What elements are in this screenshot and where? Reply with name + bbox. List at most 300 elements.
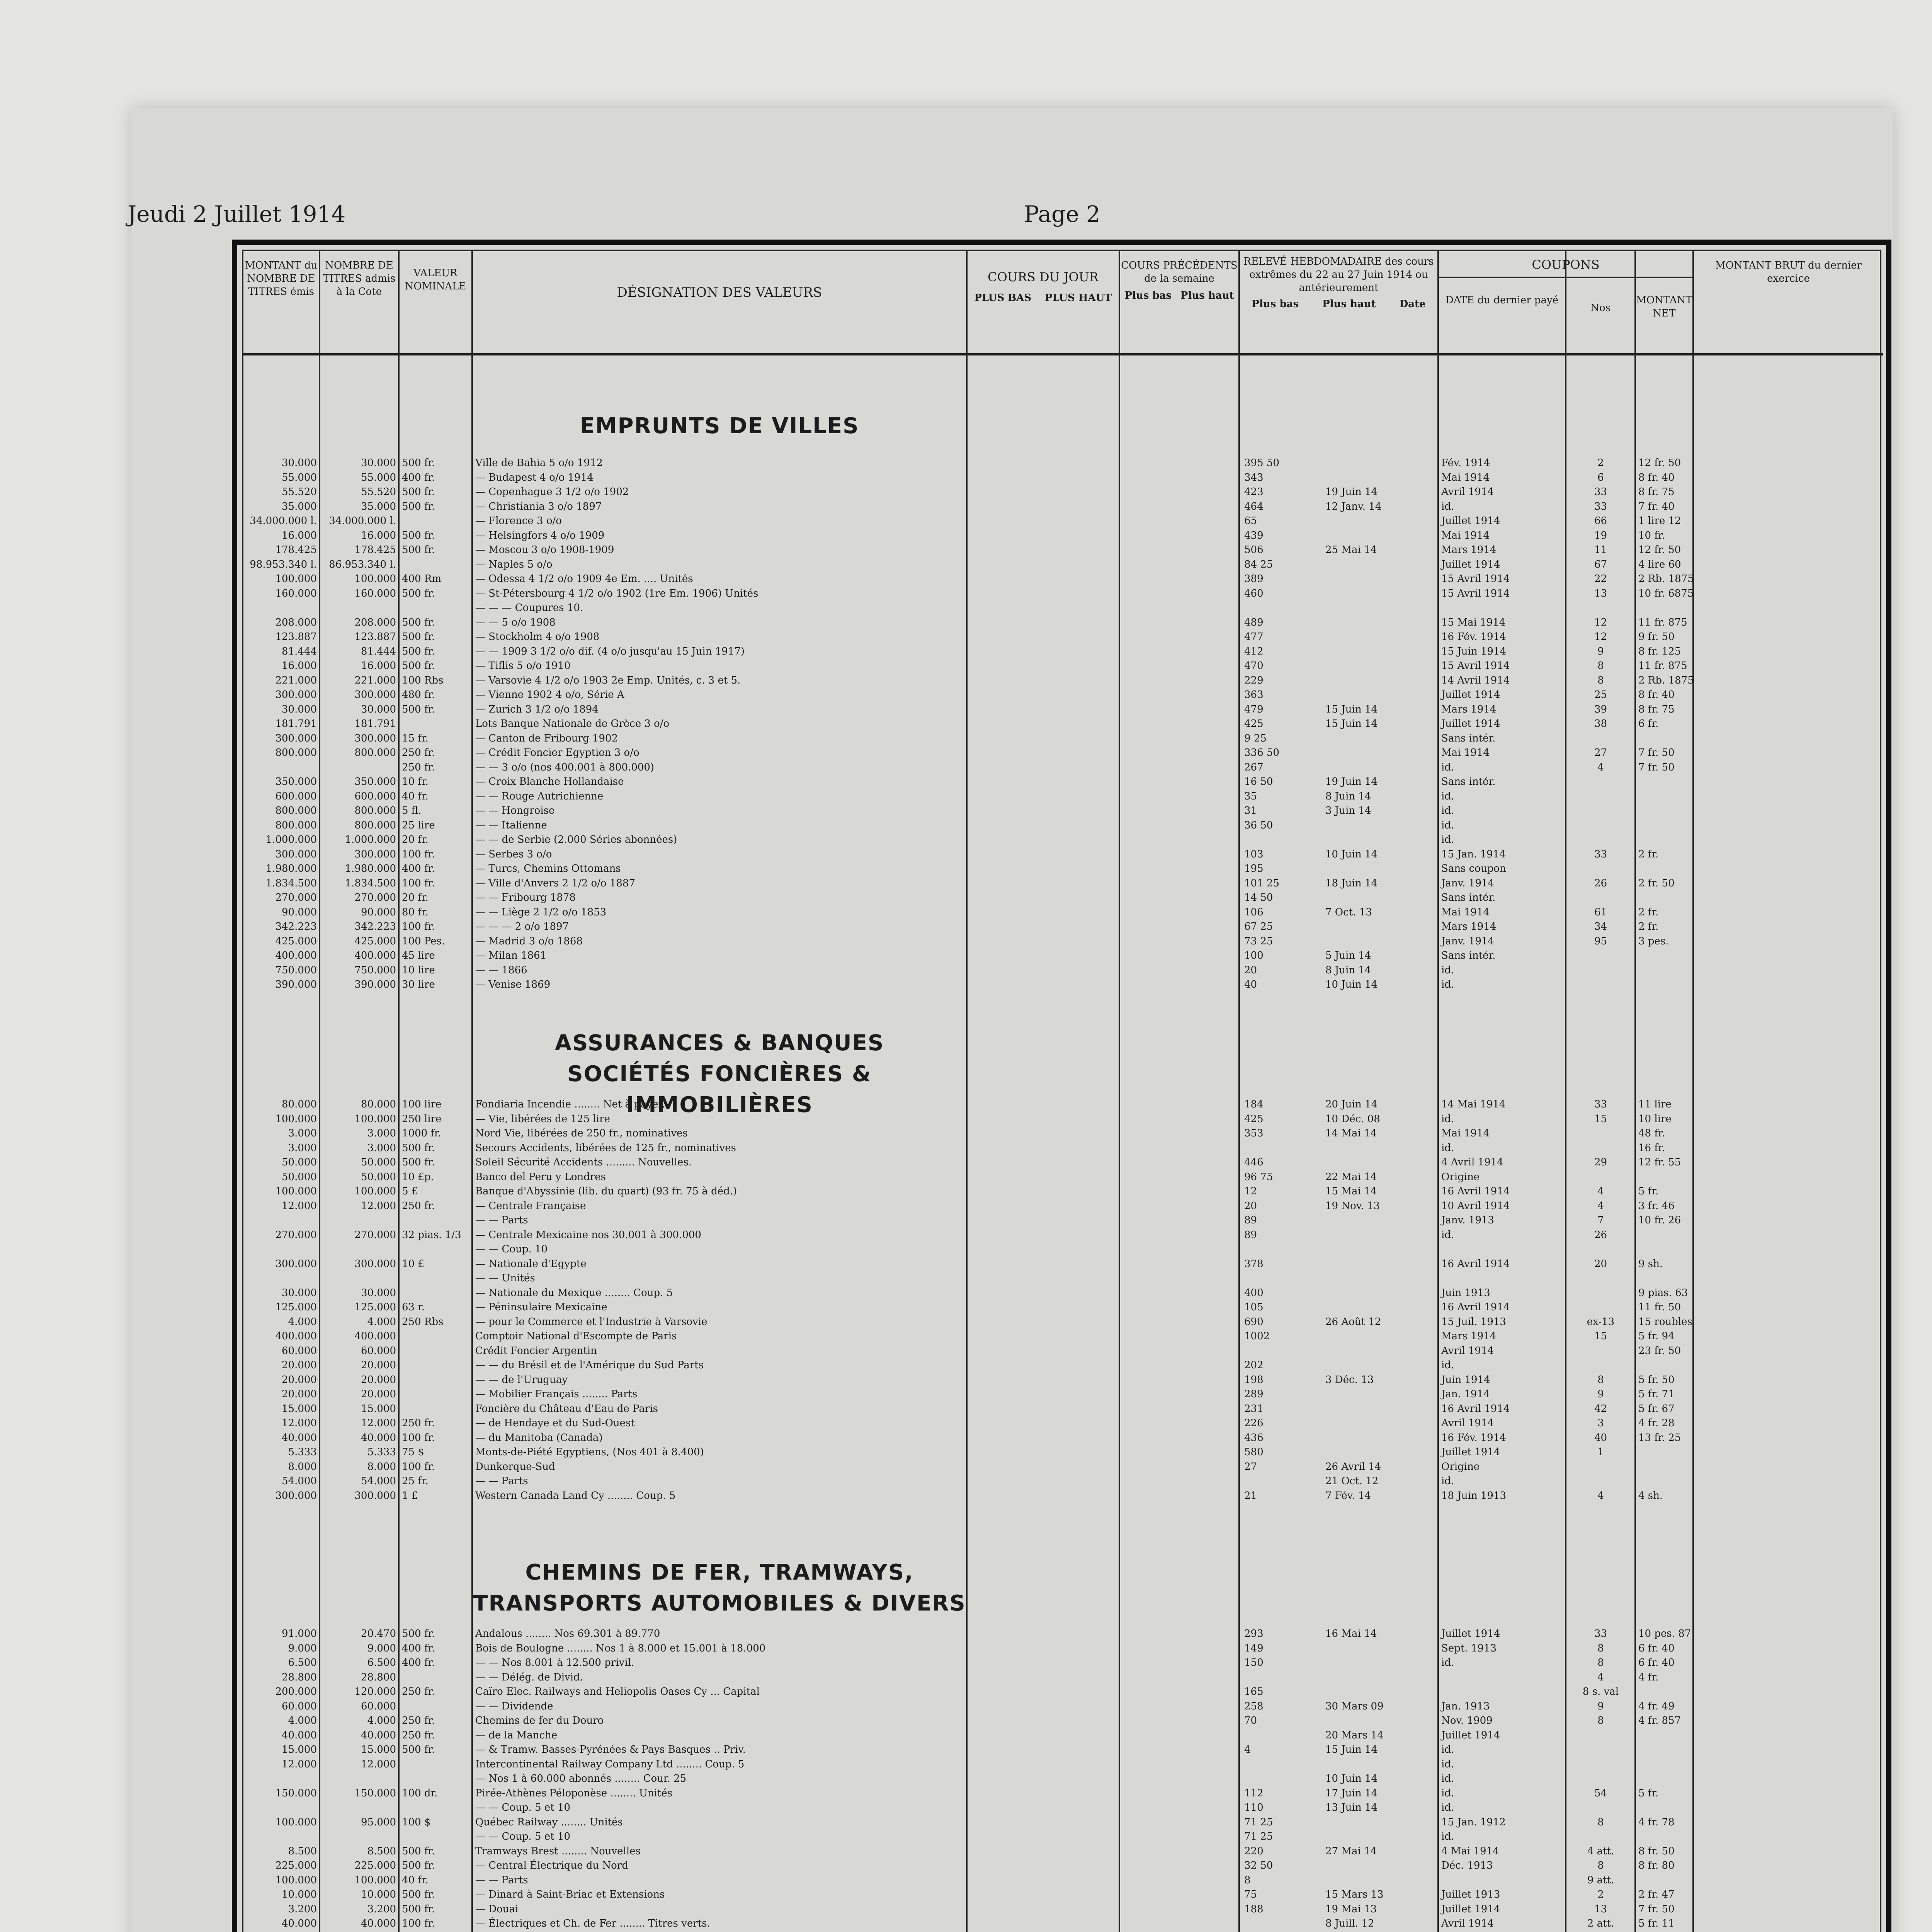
cell-net: 5 fr. 71 — [1638, 1388, 1675, 1400]
cell-valeur: 25 fr. — [402, 1475, 429, 1487]
cell-coupon: 15 Mai 1914 — [1441, 616, 1506, 628]
cell-releve: 439 — [1244, 529, 1264, 541]
column-date — [1325, 1627, 1435, 1929]
cell-releve: 412 — [1244, 645, 1264, 657]
cell-valeur: 5 fl. — [402, 805, 422, 816]
cell-net: 5 fr. — [1638, 1787, 1659, 1799]
cell-date — [1325, 1670, 1435, 1685]
cell-designation: Comptoir National d'Escompte de Paris — [475, 1330, 677, 1342]
cell-no: 4 — [1597, 1200, 1604, 1212]
cell-no: 9 — [1597, 1388, 1604, 1400]
cell-valeur: 400 fr. — [402, 863, 435, 874]
cell-date: 8 Juin 14 — [1325, 964, 1371, 976]
cell-no: 2 att. — [1587, 1918, 1614, 1929]
cell-net: 48 fr. — [1638, 1128, 1665, 1139]
cell-nombre: 40.000 — [361, 1918, 396, 1929]
cell-designation: — Nationale d'Egypte — [475, 1258, 587, 1270]
cell-designation: — — Unités — [475, 1272, 535, 1284]
cell-nombre: 81.444 — [361, 645, 396, 657]
cell-valeur: 400 fr. — [402, 471, 435, 483]
cell-date — [1325, 514, 1435, 529]
cell-date: 16 Mai 14 — [1325, 1628, 1377, 1639]
cell-montant: 125.000 — [275, 1301, 317, 1313]
cell-releve: 188 — [1244, 1903, 1264, 1915]
cell-nombre: 3.000 — [367, 1128, 396, 1139]
cell-designation: — — Coup. 10 — [475, 1243, 548, 1255]
cell-valeur: 1000 fr. — [402, 1128, 441, 1139]
cell-montant: 8.500 — [288, 1845, 317, 1857]
cell-releve: 112 — [1244, 1787, 1264, 1799]
cell-nombre: 123.887 — [354, 631, 396, 643]
column-net — [1638, 1627, 1692, 1929]
cell-net — [1638, 1460, 1692, 1475]
cell-montant: 100.000 — [275, 1816, 317, 1828]
header-cours-prec: COURS PRÉCÉDENTS de la semaine Plus bas Plus haut — [1120, 251, 1238, 355]
cell-coupon: Origine — [1441, 1461, 1480, 1473]
cell-date: 7 Fév. 14 — [1325, 1490, 1371, 1502]
cell-releve: 65 — [1244, 515, 1257, 527]
cell-nombre: 800.000 — [354, 805, 396, 816]
cell-net: 8 fr. 75 — [1638, 703, 1675, 715]
cell-no: 12 — [1594, 616, 1607, 628]
cell-nombre: 95.000 — [361, 1816, 396, 1828]
column-designation — [475, 1097, 962, 1502]
cell-nombre: 100.000 — [354, 1113, 396, 1125]
cell-montant: 55.000 — [282, 471, 317, 483]
cell-nombre: 50.000 — [361, 1171, 396, 1183]
cell-releve: 343 — [1244, 471, 1264, 483]
cell-no: 11 — [1594, 544, 1607, 556]
cell-date — [1325, 920, 1435, 934]
cell-valeur: 45 lire — [402, 950, 435, 961]
cell-nombre: 20.000 — [361, 1374, 396, 1386]
cell-net — [1638, 833, 1692, 847]
cell-coupon: Sans intér. — [1441, 950, 1496, 961]
cell-no — [1569, 1460, 1633, 1475]
cell-net: 2 fr. — [1638, 848, 1659, 860]
column-date — [1325, 456, 1435, 990]
cell-releve: 67 25 — [1244, 921, 1273, 932]
cell-valeur: 400 Rm — [402, 573, 442, 585]
cell-nombre: 300.000 — [354, 1490, 396, 1502]
header-releve-haut: Plus haut — [1322, 298, 1376, 310]
cell-no: 26 — [1594, 1229, 1607, 1241]
cell-net: 13 fr. 25 — [1638, 1432, 1681, 1444]
cell-net: 4 sh. — [1638, 1490, 1663, 1502]
cell-coupon — [1441, 1271, 1563, 1286]
cell-montant: 20.000 — [282, 1359, 317, 1371]
cell-date — [1325, 1329, 1435, 1344]
cell-releve: 101 25 — [1244, 877, 1279, 889]
cell-montant: 90.000 — [282, 906, 317, 918]
cell-valeur: 40 fr. — [402, 1874, 429, 1886]
cell-valeur: 100 lire — [402, 1099, 442, 1110]
cell-montant: 300.000 — [275, 848, 317, 860]
running-head — [128, 201, 1897, 236]
cell-montant — [243, 1801, 317, 1815]
header-releve-bas: Plus bas — [1252, 298, 1299, 310]
cell-coupon: Mai 1914 — [1441, 747, 1490, 759]
cell-valeur: 500 fr. — [402, 500, 435, 512]
cell-nombre: 160.000 — [354, 587, 396, 599]
cell-no: 8 — [1597, 1642, 1604, 1654]
cell-date — [1325, 471, 1435, 485]
cell-releve: 32 50 — [1244, 1860, 1273, 1871]
cell-date: 10 Déc. 08 — [1325, 1113, 1380, 1125]
cell-valeur: 10 £ — [402, 1258, 424, 1270]
cell-net: 2 Rb. 1875 — [1638, 674, 1694, 686]
column-montant — [243, 1627, 317, 1929]
cell-coupon: Jan. 1913 — [1441, 1700, 1490, 1712]
cell-designation: — Naples 5 o/o — [475, 558, 553, 570]
cell-nombre: 20.470 — [361, 1628, 396, 1639]
cell-date: 26 Août 12 — [1325, 1316, 1381, 1328]
cell-releve: 89 — [1244, 1229, 1257, 1241]
cell-montant: 40.000 — [282, 1432, 317, 1444]
cell-no — [1569, 1286, 1633, 1301]
cell-net — [1638, 978, 1692, 992]
column-net — [1638, 456, 1694, 947]
cell-nombre: 30.000 — [361, 703, 396, 715]
column-designation — [475, 456, 962, 990]
cell-net: 6 fr. — [1638, 718, 1659, 730]
cell-date — [1325, 1300, 1435, 1315]
column-rule — [1565, 251, 1566, 1932]
cell-montant: 3.200 — [288, 1903, 317, 1915]
cell-nombre: 300.000 — [354, 848, 396, 860]
cell-valeur: 30 lire — [402, 979, 435, 990]
cell-date: 15 Juin 14 — [1325, 1744, 1378, 1755]
cell-nombre: 30.000 — [361, 1287, 396, 1299]
cell-net: 3 fr. 46 — [1638, 1200, 1675, 1212]
cell-montant — [243, 1271, 317, 1286]
cell-coupon: id. — [1441, 1773, 1454, 1784]
cell-designation: — Zurich 3 1/2 o/o 1894 — [475, 703, 599, 715]
cell-montant: 91.000 — [282, 1628, 317, 1639]
cell-no: 7 — [1597, 1214, 1604, 1226]
cell-designation: Intercontinental Railway Company Ltd ........ Coup. 5 — [475, 1758, 745, 1770]
cell-releve: 106 — [1244, 906, 1264, 918]
cell-net — [1638, 949, 1692, 963]
cell-valeur: 500 fr. — [402, 457, 435, 469]
cell-releve — [1244, 1670, 1321, 1685]
cell-nombre: 150.000 — [354, 1787, 396, 1799]
cell-valeur: 250 Rbs — [402, 1316, 444, 1328]
cell-valeur — [402, 1757, 469, 1772]
cell-coupon: id. — [1441, 979, 1454, 990]
cell-valeur: 400 fr. — [402, 1642, 435, 1654]
cell-designation: — Tiflis 5 o/o 1910 — [475, 660, 571, 672]
cell-net — [1638, 731, 1692, 746]
cell-coupon: Nov. 1909 — [1441, 1715, 1493, 1726]
cell-designation: — Vienne 1902 4 o/o, Série A — [475, 689, 624, 701]
cell-coupon: Déc. 1913 — [1441, 1860, 1493, 1871]
cell-montant: 225.000 — [275, 1860, 317, 1871]
cell-coupon: Mai 1914 — [1441, 1128, 1490, 1139]
cell-designation: — Canton de Fribourg 1902 — [475, 732, 618, 744]
cell-designation: — — Dividende — [475, 1700, 553, 1712]
cell-coupon: id. — [1441, 1657, 1454, 1668]
cell-nombre: 8.000 — [367, 1461, 396, 1473]
cell-net: 9 fr. 50 — [1638, 631, 1675, 643]
cell-releve: 353 — [1244, 1128, 1264, 1139]
cell-montant: 28.800 — [282, 1671, 317, 1683]
cell-valeur — [402, 1213, 469, 1228]
cell-net: 5 fr. 94 — [1638, 1330, 1675, 1342]
cell-valeur: 20 fr. — [402, 892, 429, 903]
cell-net — [1638, 1474, 1692, 1489]
cell-net: 7 fr. 50 — [1638, 761, 1675, 773]
cell-nombre: 100.000 — [354, 1185, 396, 1197]
cell-designation: Crédit Foncier Argentin — [475, 1345, 597, 1357]
cell-coupon: 15 Juil. 1913 — [1441, 1316, 1506, 1328]
cell-valeur: 100 fr. — [402, 921, 435, 932]
cell-montant: 30.000 — [282, 1287, 317, 1299]
cell-nombre: 6.500 — [367, 1657, 396, 1668]
cell-designation: — — Liège 2 1/2 o/o 1853 — [475, 906, 607, 918]
cell-nombre: 208.000 — [354, 616, 396, 628]
cell-montant: 1.834.500 — [265, 877, 317, 889]
cell-valeur: 500 fr. — [402, 645, 435, 657]
cell-valeur: 5 £ — [402, 1185, 418, 1197]
cell-coupon: id. — [1441, 1359, 1454, 1371]
cell-nombre: 800.000 — [354, 819, 396, 831]
cell-no: 38 — [1594, 718, 1607, 730]
cell-valeur: 500 fr. — [402, 703, 435, 715]
cell-releve: 71 25 — [1244, 1816, 1273, 1828]
cell-net: 9 sh. — [1638, 1258, 1663, 1270]
cell-montant — [243, 1213, 317, 1228]
cell-date — [1325, 1685, 1435, 1699]
cell-valeur — [402, 1402, 469, 1417]
cell-releve: 436 — [1244, 1432, 1264, 1444]
cell-nombre: 40.000 — [361, 1729, 396, 1741]
cell-coupon: id. — [1441, 819, 1454, 831]
cell-date — [1325, 1257, 1435, 1272]
cell-coupon: Juillet 1914 — [1441, 1729, 1500, 1741]
cell-date — [1325, 1402, 1435, 1417]
cell-releve — [1244, 1757, 1321, 1772]
cell-no — [1569, 775, 1633, 789]
cell-coupon: id. — [1441, 761, 1454, 773]
cell-nombre: 800.000 — [354, 747, 396, 759]
cell-nombre: 425.000 — [354, 935, 396, 947]
cell-coupon: 16 Avril 1914 — [1441, 1185, 1510, 1197]
cell-montant: 16.000 — [282, 660, 317, 672]
cell-designation: — Ville d'Anvers 2 1/2 o/o 1887 — [475, 877, 636, 889]
cell-date: 22 Mai 14 — [1325, 1171, 1377, 1183]
cell-designation: — — — 2 o/o 1897 — [475, 921, 569, 932]
cell-date — [1325, 673, 1435, 688]
cell-releve: 293 — [1244, 1628, 1264, 1639]
cell-montant — [243, 1830, 317, 1844]
cell-no: 4 — [1597, 1671, 1604, 1683]
cell-coupon: Sept. 1913 — [1441, 1642, 1497, 1654]
cell-montant: 221.000 — [275, 674, 317, 686]
cell-no — [1569, 862, 1633, 876]
cell-date — [1325, 645, 1435, 659]
cell-date — [1325, 1830, 1435, 1844]
cell-coupon — [1441, 1670, 1563, 1685]
cell-no: 8 — [1597, 1715, 1604, 1726]
cell-coupon: id. — [1441, 1229, 1454, 1241]
cell-valeur — [402, 558, 469, 572]
cell-nombre: 30.000 — [361, 457, 396, 469]
cell-releve: 395 50 — [1244, 457, 1279, 469]
cell-coupon: Avril 1914 — [1441, 1918, 1494, 1929]
header-montant: MONTANT du NOMBRE DE TITRES émis — [243, 251, 319, 355]
cell-montant: 50.000 — [282, 1156, 317, 1168]
cell-no: 1 — [1597, 1446, 1604, 1458]
cell-date: 25 Mai 14 — [1325, 544, 1377, 556]
cell-no — [1569, 891, 1633, 905]
cell-designation: — de Hendaye et du Sud-Ouest — [475, 1417, 635, 1429]
cell-valeur: 1 £ — [402, 1490, 418, 1502]
cell-net: 4 fr. 49 — [1638, 1700, 1675, 1712]
cell-valeur — [402, 1699, 469, 1714]
cell-date — [1325, 833, 1435, 847]
cell-montant: 50.000 — [282, 1171, 317, 1183]
header-montant-brut: MONTANT BRUT du dernier exercice — [1694, 251, 1883, 355]
cell-designation: Lots Banque Nationale de Grèce 3 o/o — [475, 718, 670, 730]
cell-valeur: 10 fr. — [402, 776, 429, 787]
header-cours-jour: COURS DU JOUR PLUS BAS PLUS HAUT — [968, 251, 1119, 355]
cell-nombre: 400.000 — [354, 1330, 396, 1342]
cell-coupon: Fév. 1914 — [1441, 457, 1490, 469]
cell-designation: — — Coup. 5 et 10 — [475, 1802, 570, 1813]
cell-designation: — Madrid 3 o/o 1868 — [475, 935, 583, 947]
cell-coupon: Mars 1914 — [1441, 544, 1497, 556]
quotation-table — [232, 240, 1891, 1932]
cell-net: 8 fr. 50 — [1638, 1845, 1675, 1857]
cell-date: 15 Juin 14 — [1325, 703, 1378, 715]
cell-net: 4 fr. 28 — [1638, 1417, 1675, 1429]
cell-net: 15 roubles — [1638, 1316, 1692, 1328]
cell-montant: 600.000 — [275, 790, 317, 802]
header-prec-haut: Plus haut — [1180, 290, 1234, 301]
cell-net: 10 fr. 26 — [1638, 1214, 1681, 1226]
cell-nombre: 55.000 — [361, 471, 396, 483]
cell-no: 33 — [1594, 1099, 1607, 1110]
cell-montant: 4.000 — [288, 1715, 317, 1726]
column-valeur — [402, 1627, 469, 1929]
cell-no — [1569, 1474, 1633, 1489]
cell-nombre: 4.000 — [367, 1316, 396, 1328]
cell-montant: 270.000 — [275, 1229, 317, 1241]
cell-montant: 300.000 — [275, 1258, 317, 1270]
column-rule — [1119, 251, 1120, 1932]
cell-montant: 40.000 — [282, 1918, 317, 1929]
cell-valeur: 25 lire — [402, 819, 435, 831]
cell-net — [1638, 1830, 1692, 1844]
cell-net — [1638, 1271, 1692, 1286]
cell-no: 54 — [1594, 1787, 1607, 1799]
column-date — [1325, 1097, 1435, 1502]
cell-designation: Ville de Bahia 5 o/o 1912 — [475, 457, 603, 469]
cell-date — [1325, 1656, 1435, 1670]
cell-valeur: 500 fr. — [402, 1156, 435, 1168]
cell-date — [1325, 862, 1435, 876]
cell-releve: 289 — [1244, 1388, 1264, 1400]
cell-no: 3 — [1597, 1417, 1604, 1429]
cell-designation: — pour le Commerce et l'Industrie à Varsovie — [475, 1316, 707, 1328]
cell-nombre: 342.223 — [354, 921, 396, 932]
cell-no: 8 — [1597, 1657, 1604, 1668]
cell-designation: — — — Coupures 10. — [475, 602, 583, 614]
cell-designation: — Croix Blanche Hollandaise — [475, 776, 624, 787]
cell-date — [1325, 1859, 1435, 1873]
cell-nombre: 1.834.500 — [345, 877, 396, 889]
cell-coupon: 15 Jan. 1912 — [1441, 1816, 1506, 1828]
cell-no — [1569, 731, 1633, 746]
cell-releve — [1244, 833, 1321, 847]
cell-valeur: 250 fr. — [402, 1715, 435, 1726]
cell-no: 8 — [1597, 660, 1604, 672]
cell-montant: 400.000 — [275, 950, 317, 961]
cell-date — [1325, 1242, 1435, 1257]
cell-designation: — Moscou 3 o/o 1908-1909 — [475, 544, 614, 556]
cell-coupon: 15 Avril 1914 — [1441, 660, 1510, 672]
cell-nombre: 1.980.000 — [345, 863, 396, 874]
column-rule — [319, 251, 320, 1932]
cell-nombre: 20.000 — [361, 1388, 396, 1400]
cell-no: 6 — [1597, 471, 1604, 483]
cell-nombre: 600.000 — [354, 790, 396, 802]
cell-net: 1 lire 12 — [1638, 515, 1681, 527]
cell-designation: — Vie, libérées de 125 lire — [475, 1113, 610, 1125]
cell-montant: 400.000 — [275, 1330, 317, 1342]
column-nombre — [323, 456, 396, 990]
cell-nombre: 120.000 — [354, 1686, 396, 1697]
cell-coupon: id. — [1441, 1113, 1454, 1125]
cell-designation: Nord Vie, libérées de 250 fr., nominatives — [475, 1128, 688, 1139]
cell-coupon: Juillet 1914 — [1441, 1628, 1500, 1639]
cell-releve: 470 — [1244, 660, 1264, 672]
cell-coupon — [1441, 601, 1563, 616]
cell-releve: 479 — [1244, 703, 1264, 715]
cell-releve: 96 75 — [1244, 1171, 1273, 1183]
cell-date: 10 Juin 14 — [1325, 848, 1378, 860]
cell-montant: 15.000 — [282, 1744, 317, 1755]
cell-net: 11 fr. 875 — [1638, 660, 1687, 672]
cell-net — [1638, 804, 1692, 818]
cell-nombre — [323, 760, 396, 775]
cell-designation: — Milan 1861 — [475, 950, 547, 961]
cell-net: 3 pes. — [1638, 935, 1669, 947]
cell-valeur: 75 $ — [402, 1446, 424, 1458]
cell-designation: — Venise 1869 — [475, 979, 551, 990]
cell-releve: 20 — [1244, 1200, 1257, 1212]
cell-date: 10 Juin 14 — [1325, 1773, 1378, 1784]
cell-net — [1638, 1801, 1692, 1815]
cell-coupon: Avril 1914 — [1441, 1345, 1494, 1357]
cell-designation: Foncière du Château d'Eau de Paris — [475, 1403, 658, 1415]
cell-valeur: 32 pias. 1/3 — [402, 1229, 461, 1241]
cell-valeur: 10 lire — [402, 964, 435, 976]
cell-nombre: 15.000 — [361, 1744, 396, 1755]
cell-nombre: 50.000 — [361, 1156, 396, 1168]
cell-date — [1325, 1387, 1435, 1402]
cell-montant: 55.520 — [282, 486, 317, 498]
cell-net: 10 fr. — [1638, 529, 1665, 541]
cell-designation: — — 1866 — [475, 964, 527, 976]
header-releve: RELEVÉ HEBDOMADAIRE des cours extrêmes du 22 au 27 Juin 1914 ou antérieurement Plus bas Plus haut Date — [1240, 251, 1437, 355]
cell-designation: Dunkerque-Sud — [475, 1461, 555, 1473]
cell-no: 13 — [1594, 1903, 1607, 1915]
cell-designation: — Nos 1 à 60.000 abonnés ........ Cour. 25 — [475, 1773, 687, 1784]
cell-no: ex-13 — [1587, 1316, 1615, 1328]
header-nombre: NOMBRE DE TITRES admis à la Cote — [320, 251, 398, 355]
